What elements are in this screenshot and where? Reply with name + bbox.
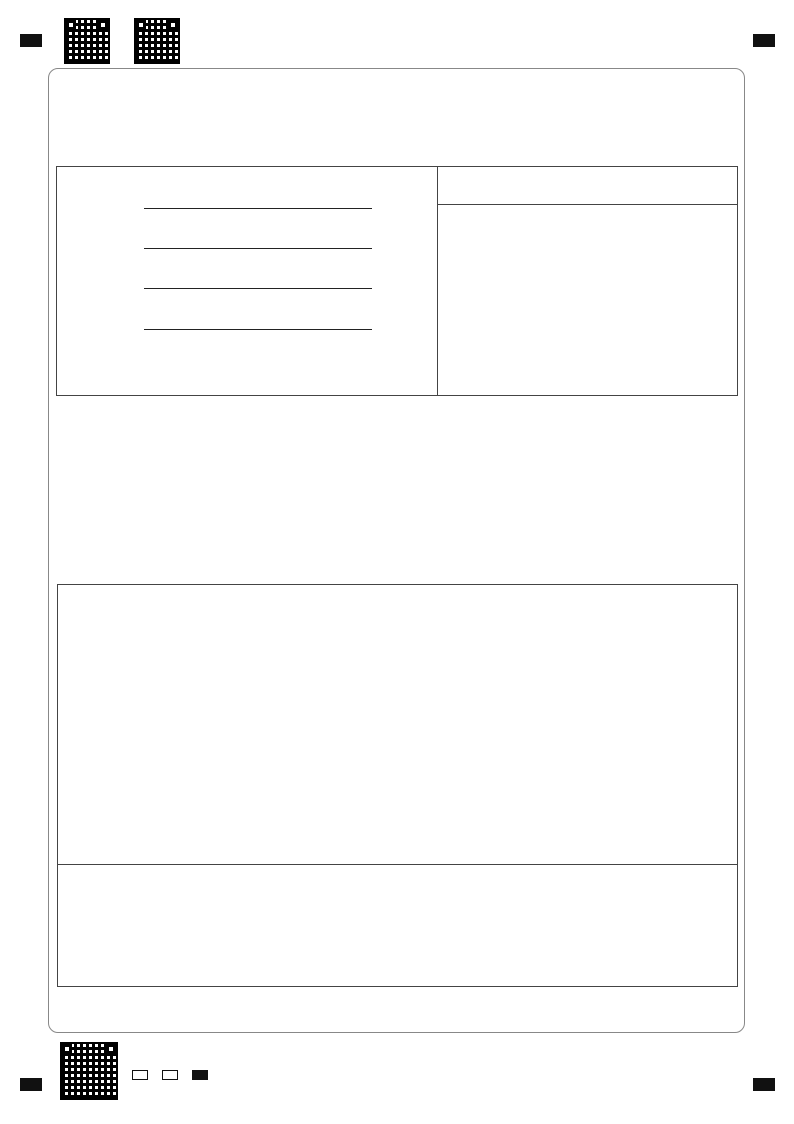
footer-square-2: [162, 1070, 178, 1080]
corner-marker-top-left: [20, 34, 42, 47]
info-divider: [437, 166, 438, 396]
field-name-line[interactable]: [144, 207, 372, 209]
answer-box-22[interactable]: [57, 864, 738, 987]
field-seat-line[interactable]: [144, 328, 372, 330]
field-school-line[interactable]: [144, 247, 372, 249]
corner-marker-bottom-right: [753, 1078, 775, 1091]
corner-marker-bottom-left: [20, 1078, 42, 1091]
corner-marker-top-right: [753, 34, 775, 47]
footer-square-3: [192, 1070, 208, 1080]
qr-code-footer: [60, 1042, 118, 1100]
answer-box-21[interactable]: [57, 584, 738, 865]
field-class-line[interactable]: [144, 287, 372, 289]
exam-title-divider: [437, 204, 738, 205]
qr-code-download: [64, 18, 110, 64]
student-info-box: [56, 166, 738, 396]
qr-code-follow: [134, 18, 180, 64]
footer-square-1: [132, 1070, 148, 1080]
